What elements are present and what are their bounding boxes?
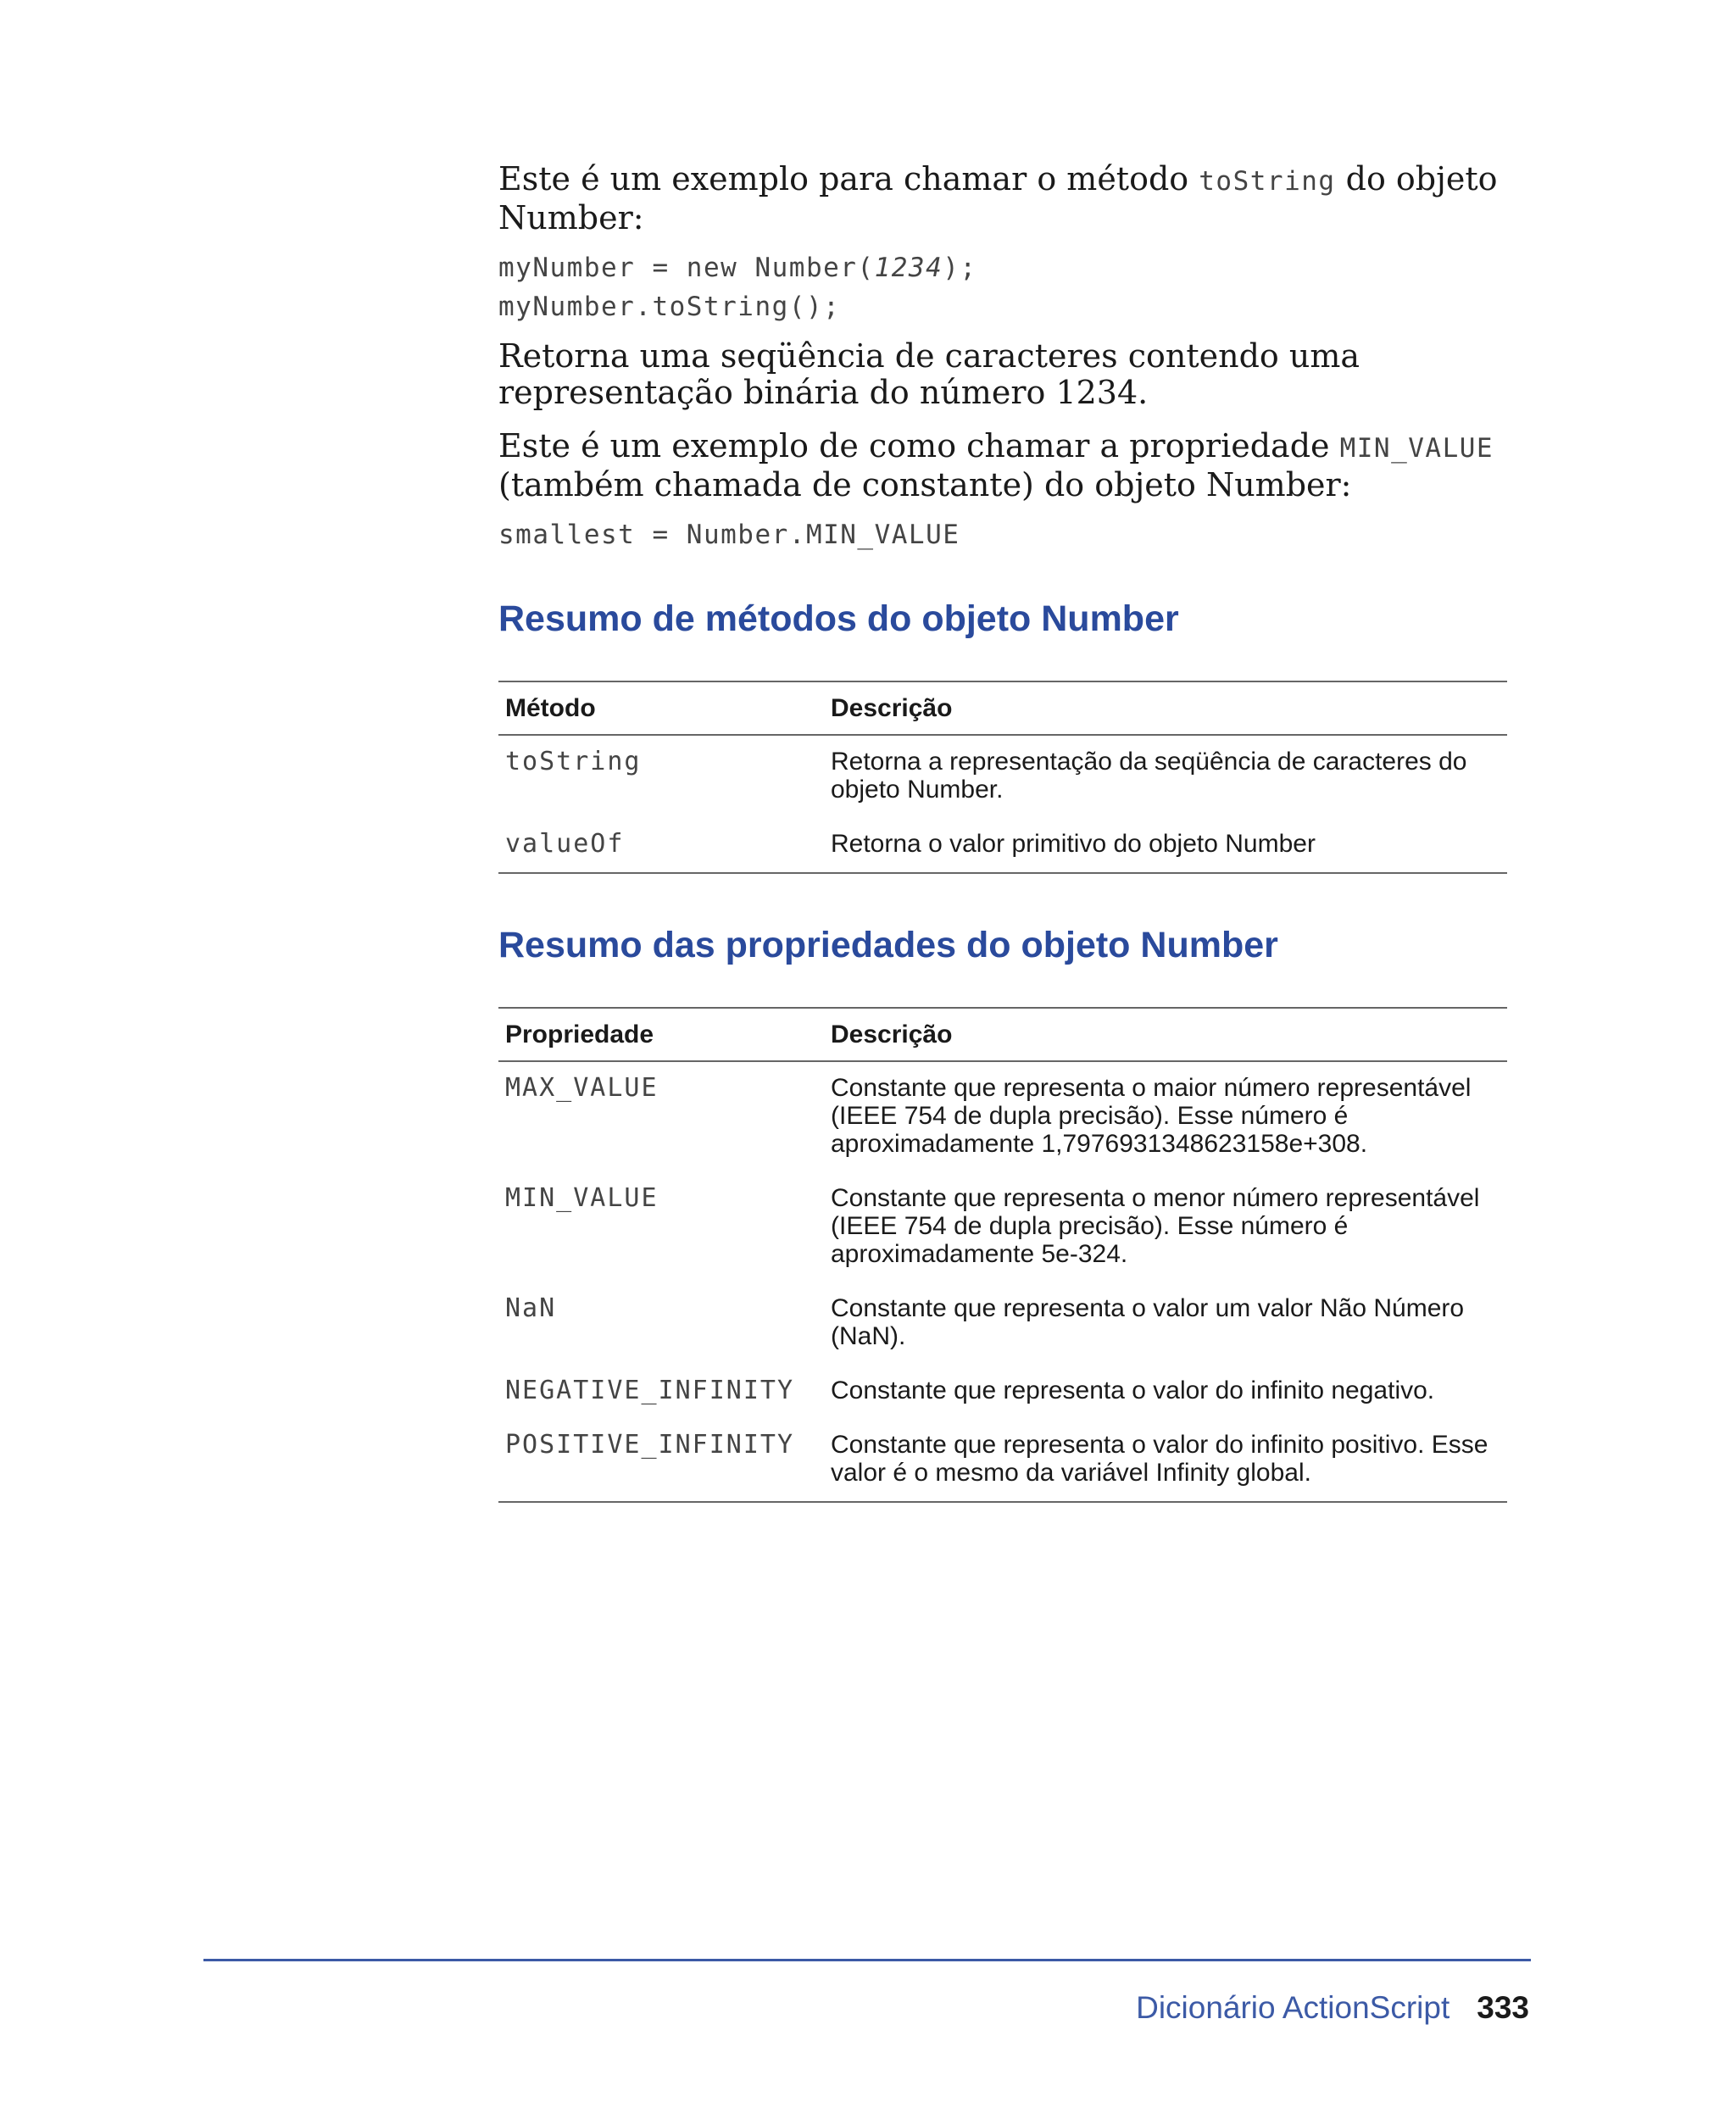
properties-heading: Resumo das propriedades do objeto Number (498, 925, 1278, 965)
intro-paragraph-3 (498, 428, 1526, 503)
property-name: MAX_VALUE (505, 1073, 659, 1103)
footer-rule (203, 1959, 1531, 1961)
table-header-row (498, 1008, 1507, 1061)
property-description: Constante que representa o valor do infinito positivo. Esse valor é o mesmo da variável Infinity global. (824, 1419, 1507, 1502)
column-header-description: Descrição (824, 1008, 1507, 1061)
code-literal: 1234 (874, 253, 943, 283)
property-description: Constante que representa o valor um valor Não Número (NaN). (831, 1294, 1465, 1350)
table-row (498, 735, 1507, 818)
intro-paragraph-3-after: (também chamada de constante) do objeto Number: (498, 466, 1352, 503)
property-description: Constante que representa o maior número representável (IEEE 754 de dupla precisão). Esse número é aproximadamente 1,7976931348623158e+308. (831, 1074, 1472, 1158)
code-line-part: ); (943, 253, 977, 283)
method-name: valueOf (498, 818, 824, 873)
table-row (498, 1061, 1507, 1172)
intro-paragraph-1-before: Este é um exemplo para chamar o método (498, 160, 1199, 197)
property-description: Constante que representa o valor do infinito negativo. (831, 1377, 1435, 1404)
code-line: myNumber.toString(); (498, 292, 841, 322)
code-line-part: myNumber = new Number( (498, 253, 875, 283)
inline-code-min-value: MIN_VALUE (1339, 433, 1494, 464)
page-number: 333 (1477, 1990, 1529, 2025)
method-name: toString (505, 747, 642, 776)
code-example-2 (498, 515, 1526, 554)
method-description: Retorna a representação da seqüência de caracteres do objeto Number. (831, 748, 1467, 804)
code-example-1 (498, 248, 1526, 326)
property-name: POSITIVE_INFINITY (498, 1419, 824, 1502)
intro-paragraph-3-before: Este é um exemplo de como chamar a propriedade (498, 427, 1340, 464)
footer-book-title: Dicionário ActionScript (1136, 1990, 1450, 2025)
method-description: Retorna o valor primitivo do objeto Number (824, 818, 1507, 873)
code-line: smallest = Number.MIN_VALUE (498, 520, 960, 550)
intro-paragraph-1-after: do objeto Number: (498, 160, 1498, 236)
table-row (498, 1172, 1507, 1282)
column-header-property: Propriedade (498, 1008, 824, 1061)
column-header-method: Método (498, 681, 824, 735)
property-description: Constante que representa o menor número representável (IEEE 754 de dupla precisão). Esse número é aproximadamente 5e-324. (831, 1184, 1480, 1268)
intro-paragraph-1 (498, 161, 1526, 236)
methods-heading: Resumo de métodos do objeto Number (498, 598, 1179, 639)
property-name: MIN_VALUE (505, 1183, 659, 1213)
table-header-row (498, 681, 1507, 735)
page-footer (1136, 1990, 1529, 2026)
methods-table (498, 681, 1507, 874)
property-name: NaN (505, 1293, 557, 1323)
table-row (498, 818, 1507, 873)
page-content (498, 161, 1526, 1503)
property-name: NEGATIVE_INFINITY (505, 1376, 795, 1405)
code-line (498, 248, 1526, 287)
table-row (498, 1365, 1507, 1419)
inline-code-tostring: toString (1199, 166, 1336, 197)
table-row (498, 1282, 1507, 1365)
table-row (498, 1419, 1507, 1502)
intro-paragraph-2: Retorna uma seqüência de caracteres contendo uma representação binária do número 1234. (498, 337, 1360, 411)
properties-table (498, 1007, 1507, 1503)
column-header-description: Descrição (824, 681, 1507, 735)
